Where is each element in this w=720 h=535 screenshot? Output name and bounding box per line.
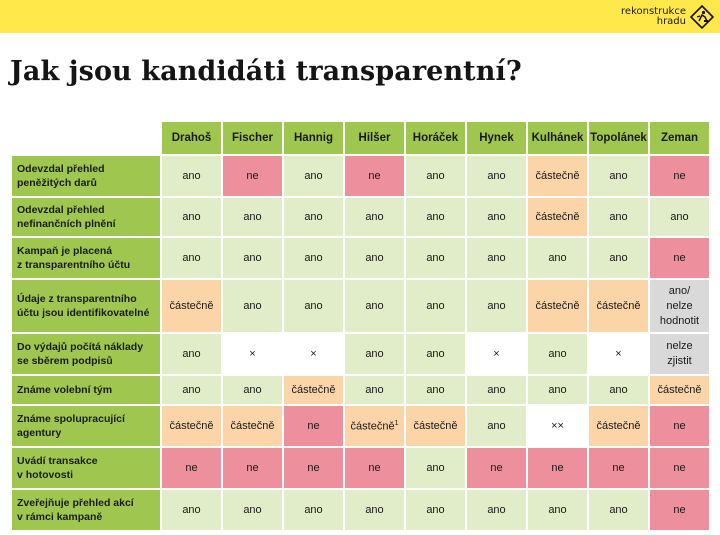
status-cell bbox=[162, 238, 221, 278]
status-text: ano bbox=[548, 504, 567, 516]
status-text: ×× bbox=[551, 420, 564, 432]
status-text: × bbox=[615, 348, 622, 360]
row-label: Známe spolupracující agentury bbox=[12, 406, 160, 446]
table-row bbox=[12, 490, 709, 530]
status-cell bbox=[162, 198, 221, 236]
status-text: ano bbox=[609, 504, 628, 516]
status-cell bbox=[650, 156, 709, 196]
status-text: ano bbox=[243, 211, 262, 223]
status-cell bbox=[589, 448, 648, 488]
status-cell bbox=[467, 334, 526, 374]
status-cell bbox=[528, 406, 587, 446]
status-cell bbox=[284, 406, 343, 446]
status-cell bbox=[345, 198, 404, 236]
status-cell bbox=[467, 280, 526, 332]
status-cell bbox=[284, 280, 343, 332]
status-text: ano bbox=[548, 384, 567, 396]
column-header: Kulhánek bbox=[528, 122, 587, 154]
status-cell bbox=[223, 376, 282, 404]
status-text: ano bbox=[182, 384, 201, 396]
status-cell bbox=[406, 198, 465, 236]
status-text: × bbox=[249, 348, 256, 360]
status-cell bbox=[406, 376, 465, 404]
header-row bbox=[12, 122, 709, 154]
status-cell bbox=[467, 156, 526, 196]
status-cell bbox=[406, 238, 465, 278]
column-header: Horáček bbox=[406, 122, 465, 154]
table-row bbox=[12, 238, 709, 278]
status-text: ne bbox=[307, 462, 320, 474]
status-text: ano bbox=[304, 300, 323, 312]
status-cell bbox=[162, 156, 221, 196]
page-title: Jak jsou kandidáti transparentní? bbox=[10, 56, 522, 87]
status-text: ano/ nelze hodnotit bbox=[659, 284, 700, 327]
status-text: částečně bbox=[230, 420, 275, 432]
status-cell bbox=[467, 490, 526, 530]
status-text: částečně bbox=[657, 384, 702, 396]
status-text: částečně bbox=[350, 420, 395, 433]
footnote-marker: 1 bbox=[394, 419, 399, 427]
status-cell bbox=[650, 448, 709, 488]
status-text: ne bbox=[673, 504, 686, 516]
status-text: částečně bbox=[169, 420, 214, 432]
brand-line-1: rekonstrukce bbox=[621, 6, 686, 17]
brand-logo[interactable] bbox=[621, 4, 714, 30]
status-cell bbox=[284, 198, 343, 236]
status-text: ano bbox=[426, 504, 445, 516]
row-label: Údaje z transparentního účtu jsou identifikovatelné bbox=[12, 280, 160, 332]
column-header: Topolánek bbox=[589, 122, 648, 154]
status-cell bbox=[528, 280, 587, 332]
status-cell bbox=[528, 376, 587, 404]
status-text: ne bbox=[673, 420, 686, 432]
status-cell bbox=[650, 490, 709, 530]
status-cell bbox=[528, 448, 587, 488]
column-header: Hynek bbox=[467, 122, 526, 154]
status-text: × bbox=[310, 348, 317, 360]
status-text: ne bbox=[368, 170, 381, 182]
status-text: ano bbox=[243, 504, 262, 516]
status-cell bbox=[406, 156, 465, 196]
status-cell bbox=[467, 198, 526, 236]
status-text: ano bbox=[304, 252, 323, 264]
status-cell bbox=[589, 334, 648, 374]
status-text: ano bbox=[243, 252, 262, 264]
status-text: ano bbox=[304, 504, 323, 516]
status-cell bbox=[345, 334, 404, 374]
status-text: ano bbox=[182, 170, 201, 182]
column-header: Hilšer bbox=[345, 122, 404, 154]
status-cell bbox=[223, 280, 282, 332]
status-cell bbox=[345, 490, 404, 530]
status-text: ne bbox=[673, 252, 686, 264]
table-row bbox=[12, 406, 709, 446]
status-text: částečně bbox=[535, 211, 580, 223]
status-text: částečně bbox=[535, 170, 580, 182]
status-text: ne bbox=[551, 462, 564, 474]
status-text: částečně bbox=[596, 300, 641, 312]
status-cell bbox=[589, 280, 648, 332]
construction-sign-icon bbox=[690, 5, 714, 29]
status-text: ano bbox=[365, 348, 384, 360]
column-header: Fischer bbox=[223, 122, 282, 154]
table-row bbox=[12, 156, 709, 196]
status-text: ano bbox=[487, 252, 506, 264]
status-cell bbox=[467, 238, 526, 278]
status-cell bbox=[406, 280, 465, 332]
status-text: ano bbox=[182, 252, 201, 264]
row-label: Odevzdal přehled peněžitých darů bbox=[12, 156, 160, 196]
column-header: Drahoš bbox=[162, 122, 221, 154]
row-label: Známe volební tým bbox=[12, 376, 160, 404]
status-cell bbox=[589, 156, 648, 196]
status-cell bbox=[345, 280, 404, 332]
status-cell bbox=[223, 406, 282, 446]
status-text: ano bbox=[548, 252, 567, 264]
row-label: Kampaň je placená z transparentního účtu bbox=[12, 238, 160, 278]
status-cell bbox=[650, 406, 709, 446]
status-text: ne bbox=[246, 462, 259, 474]
status-text: ano bbox=[487, 504, 506, 516]
status-text: nelze zjistit bbox=[666, 340, 693, 367]
status-text: částečně bbox=[535, 300, 580, 312]
status-cell bbox=[528, 490, 587, 530]
status-cell bbox=[345, 406, 404, 446]
status-text: ne bbox=[368, 462, 381, 474]
status-text: ne bbox=[490, 462, 503, 474]
status-cell bbox=[528, 238, 587, 278]
status-text: ano bbox=[426, 300, 445, 312]
status-text: ano bbox=[304, 170, 323, 182]
status-cell bbox=[406, 406, 465, 446]
status-cell bbox=[650, 280, 709, 332]
status-text: ano bbox=[426, 348, 445, 360]
status-text: ano bbox=[365, 504, 384, 516]
status-cell bbox=[528, 334, 587, 374]
status-cell bbox=[162, 280, 221, 332]
status-cell bbox=[223, 156, 282, 196]
status-cell bbox=[284, 156, 343, 196]
status-text: ano bbox=[487, 211, 506, 223]
status-text: ano bbox=[426, 170, 445, 182]
status-text: ano bbox=[487, 384, 506, 396]
status-cell bbox=[223, 490, 282, 530]
status-text: ano bbox=[487, 300, 506, 312]
status-text: ano bbox=[182, 348, 201, 360]
status-cell bbox=[345, 448, 404, 488]
status-text: ano bbox=[182, 211, 201, 223]
status-text: částečně bbox=[291, 384, 336, 396]
status-text: ano bbox=[426, 462, 445, 474]
status-text: ano bbox=[182, 504, 201, 516]
status-cell bbox=[589, 238, 648, 278]
status-cell bbox=[406, 448, 465, 488]
status-cell bbox=[223, 198, 282, 236]
column-header: Hannig bbox=[284, 122, 343, 154]
status-text: ano bbox=[243, 300, 262, 312]
status-cell bbox=[528, 198, 587, 236]
status-cell bbox=[162, 334, 221, 374]
status-cell bbox=[650, 376, 709, 404]
status-cell bbox=[284, 238, 343, 278]
status-cell bbox=[650, 238, 709, 278]
column-header: Zeman bbox=[650, 122, 709, 154]
status-cell bbox=[589, 376, 648, 404]
status-cell bbox=[345, 376, 404, 404]
table-body bbox=[12, 156, 709, 530]
status-text: ano bbox=[304, 211, 323, 223]
table-row bbox=[12, 448, 709, 488]
table-row bbox=[12, 334, 709, 374]
status-text: ano bbox=[670, 211, 689, 223]
status-cell bbox=[589, 198, 648, 236]
status-cell bbox=[223, 334, 282, 374]
status-text: × bbox=[493, 348, 500, 360]
row-label: Uvádí transakce v hotovosti bbox=[12, 448, 160, 488]
status-cell bbox=[467, 406, 526, 446]
status-text: ne bbox=[246, 170, 259, 182]
status-cell bbox=[528, 156, 587, 196]
status-text: ano bbox=[609, 252, 628, 264]
status-text: ano bbox=[609, 170, 628, 182]
status-cell bbox=[406, 490, 465, 530]
status-cell bbox=[650, 198, 709, 236]
status-cell bbox=[162, 448, 221, 488]
status-cell bbox=[589, 490, 648, 530]
top-bar bbox=[0, 0, 720, 33]
status-cell bbox=[284, 448, 343, 488]
status-text: ne bbox=[673, 462, 686, 474]
status-text: ano bbox=[609, 211, 628, 223]
status-text: částečně bbox=[413, 420, 458, 432]
transparency-table bbox=[10, 120, 711, 532]
status-text: ano bbox=[487, 420, 506, 432]
status-cell bbox=[162, 490, 221, 530]
status-text: ano bbox=[365, 300, 384, 312]
status-text: ano bbox=[426, 211, 445, 223]
status-text: částečně bbox=[169, 300, 214, 312]
status-cell bbox=[406, 334, 465, 374]
corner-cell bbox=[12, 122, 160, 154]
status-cell bbox=[162, 406, 221, 446]
status-text: ano bbox=[609, 384, 628, 396]
status-text: ano bbox=[365, 384, 384, 396]
status-text: částečně bbox=[596, 420, 641, 432]
status-cell bbox=[345, 238, 404, 278]
brand-wordmark bbox=[621, 7, 686, 27]
status-cell bbox=[589, 406, 648, 446]
status-cell bbox=[284, 376, 343, 404]
status-text: ano bbox=[548, 348, 567, 360]
status-text: ne bbox=[185, 462, 198, 474]
status-cell bbox=[467, 448, 526, 488]
brand-line-2: hradu bbox=[656, 16, 686, 27]
status-text: ne bbox=[612, 462, 625, 474]
status-text: ano bbox=[487, 170, 506, 182]
row-label: Zveřejňuje přehled akcí v rámci kampaně bbox=[12, 490, 160, 530]
row-label: Odevzdal přehled nefinančních plnění bbox=[12, 198, 160, 236]
table-row bbox=[12, 280, 709, 332]
status-cell bbox=[162, 376, 221, 404]
status-cell bbox=[650, 334, 709, 374]
status-cell bbox=[345, 156, 404, 196]
status-text: ano bbox=[243, 384, 262, 396]
status-cell bbox=[223, 448, 282, 488]
status-cell bbox=[284, 490, 343, 530]
status-text: ano bbox=[426, 384, 445, 396]
status-text: ne bbox=[307, 420, 320, 432]
status-text: ano bbox=[365, 252, 384, 264]
table-row bbox=[12, 198, 709, 236]
status-cell bbox=[284, 334, 343, 374]
row-label: Do výdajů počítá náklady se sběrem podpisů bbox=[12, 334, 160, 374]
status-cell bbox=[467, 376, 526, 404]
status-text: ano bbox=[426, 252, 445, 264]
status-text: ano bbox=[365, 211, 384, 223]
status-text: ne bbox=[673, 170, 686, 182]
status-cell bbox=[223, 238, 282, 278]
table-row bbox=[12, 376, 709, 404]
